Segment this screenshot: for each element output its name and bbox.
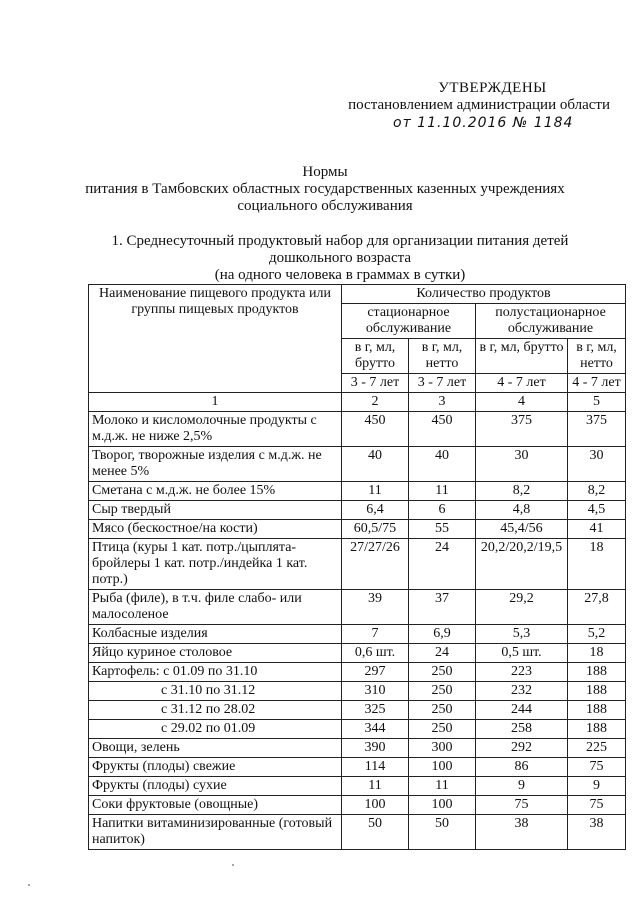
quantity-value: 244 (476, 701, 568, 720)
header-age-3: 3 - 7 лет (409, 374, 476, 393)
quantity-value: 188 (568, 720, 626, 739)
quantity-value: 7 (342, 625, 409, 644)
product-name: Картофель: с 01.09 по 31.10 (89, 663, 342, 682)
column-number-5: 5 (568, 393, 626, 412)
quantity-value: 292 (476, 739, 568, 758)
table-row (89, 625, 626, 644)
table-row (89, 701, 626, 720)
table-row (89, 739, 626, 758)
quantity-value: 11 (409, 777, 476, 796)
quantity-value: 11 (409, 482, 476, 501)
product-name: Сыр твердый (89, 501, 342, 520)
table-row (89, 412, 626, 447)
quantity-value: 100 (342, 796, 409, 815)
quantity-value: 39 (342, 590, 409, 625)
title-line-1: Нормы (302, 164, 348, 180)
header-age-5: 4 - 7 лет (568, 374, 626, 393)
section-title (70, 233, 610, 284)
table-row (89, 796, 626, 815)
section-line-2: дошкольного возраста (268, 250, 411, 266)
header-sub-5: в г, мл, нетто (568, 339, 626, 374)
table-row (89, 777, 626, 796)
table-row (89, 758, 626, 777)
table-row (89, 590, 626, 625)
table-row (89, 663, 626, 682)
product-name: Фрукты (плоды) свежие (89, 758, 342, 777)
quantity-value: 38 (568, 815, 626, 850)
quantity-value: 50 (342, 815, 409, 850)
quantity-value: 5,3 (476, 625, 568, 644)
quantity-value: 250 (409, 663, 476, 682)
quantity-value: 375 (568, 412, 626, 447)
quantity-value: 24 (409, 644, 476, 663)
quantity-value: 6,4 (342, 501, 409, 520)
table-row (89, 520, 626, 539)
quantity-value: 50 (409, 815, 476, 850)
quantity-value: 250 (409, 682, 476, 701)
quantity-value: 450 (342, 412, 409, 447)
quantity-value: 100 (409, 758, 476, 777)
quantity-value: 29,2 (476, 590, 568, 625)
product-name: Молоко и кисломолочные продукты с м.д.ж. не ниже 2,5% (89, 412, 342, 447)
column-number-3: 3 (409, 393, 476, 412)
quantity-value: 38 (476, 815, 568, 850)
title-line-3: социального обслуживания (237, 198, 413, 214)
product-name: с 31.10 по 31.12 (89, 682, 342, 701)
quantity-value: 250 (409, 701, 476, 720)
table-row (89, 447, 626, 482)
quantity-value: 114 (342, 758, 409, 777)
quantity-value: 18 (568, 644, 626, 663)
table-row (89, 682, 626, 701)
quantity-value: 45,4/56 (476, 520, 568, 539)
section-line-3: (на одного человека в граммах в сутки) (214, 267, 466, 283)
table-row (89, 815, 626, 850)
header-semi-stationary: полустационарное обслуживание (476, 304, 626, 339)
product-name: Творог, творожные изделия с м.д.ж. не менее 5% (89, 447, 342, 482)
header-stationary: стационарное обслуживание (342, 304, 476, 339)
section-line-1: 1. Среднесуточный продуктовый набор для организации питания детей (111, 233, 569, 249)
table-row (89, 644, 626, 663)
scan-speck (232, 864, 234, 866)
quantity-value: 390 (342, 739, 409, 758)
quantity-value: 188 (568, 663, 626, 682)
product-name: Рыба (филе), в т.ч. филе слабо- или малосоленое (89, 590, 342, 625)
quantity-value: 30 (568, 447, 626, 482)
table-row (89, 720, 626, 739)
quantity-value: 0,5 шт. (476, 644, 568, 663)
quantity-value: 27,8 (568, 590, 626, 625)
quantity-value: 11 (342, 777, 409, 796)
header-sub-3: в г, мл, нетто (409, 339, 476, 374)
quantity-value: 75 (568, 796, 626, 815)
quantity-value: 40 (342, 447, 409, 482)
header-quantity: Количество продуктов (342, 285, 626, 304)
product-name: Колбасные изделия (89, 625, 342, 644)
table-body (89, 412, 626, 850)
quantity-value: 18 (568, 539, 626, 590)
approval-block (345, 80, 610, 132)
table-row (89, 482, 626, 501)
quantity-value: 11 (342, 482, 409, 501)
header-age-2: 3 - 7 лет (342, 374, 409, 393)
quantity-value: 344 (342, 720, 409, 739)
quantity-value: 55 (409, 520, 476, 539)
quantity-value: 24 (409, 539, 476, 590)
quantity-value: 75 (568, 758, 626, 777)
product-name: с 31.12 по 28.02 (89, 701, 342, 720)
document-title (40, 164, 610, 215)
quantity-value: 188 (568, 682, 626, 701)
quantity-value: 6 (409, 501, 476, 520)
quantity-value: 300 (409, 739, 476, 758)
product-name: Сметана с м.д.ж. не более 15% (89, 482, 342, 501)
quantity-value: 8,2 (476, 482, 568, 501)
quantity-value: 325 (342, 701, 409, 720)
quantity-value: 6,9 (409, 625, 476, 644)
product-name: Птица (куры 1 кат. потр./цыплята-бройлеры 1 кат. потр./индейка 1 кат. потр.) (89, 539, 342, 590)
title-line-2: питания в Тамбовских областных государственных казенных учреждениях (85, 181, 565, 197)
quantity-value: 86 (476, 758, 568, 777)
quantity-value: 37 (409, 590, 476, 625)
product-name: Фрукты (плоды) сухие (89, 777, 342, 796)
product-name: Яйцо куриное столовое (89, 644, 342, 663)
column-number-1: 1 (89, 393, 342, 412)
quantity-value: 30 (476, 447, 568, 482)
header-sub-4: в г, мл, брутто (476, 339, 568, 374)
column-number-4: 4 (476, 393, 568, 412)
approval-date-number: от 11.10.2016 № 1184 (393, 115, 574, 131)
quantity-value: 60,5/75 (342, 520, 409, 539)
quantity-value: 258 (476, 720, 568, 739)
quantity-value: 9 (568, 777, 626, 796)
column-number-2: 2 (342, 393, 409, 412)
quantity-value: 9 (476, 777, 568, 796)
quantity-value: 5,2 (568, 625, 626, 644)
header-age-4: 4 - 7 лет (476, 374, 568, 393)
quantity-value: 8,2 (568, 482, 626, 501)
quantity-value: 20,2/20,2/19,5 (476, 539, 568, 590)
product-name: Овощи, зелень (89, 739, 342, 758)
quantity-value: 297 (342, 663, 409, 682)
quantity-value: 75 (476, 796, 568, 815)
quantity-value: 100 (409, 796, 476, 815)
quantity-value: 450 (409, 412, 476, 447)
quantity-value: 0,6 шт. (342, 644, 409, 663)
quantity-value: 223 (476, 663, 568, 682)
table-row (89, 501, 626, 520)
header-sub-2: в г, мл, брутто (342, 339, 409, 374)
quantity-value: 375 (476, 412, 568, 447)
quantity-value: 250 (409, 720, 476, 739)
quantity-value: 4,8 (476, 501, 568, 520)
approval-decree: постановлением администрации области (348, 97, 610, 113)
approval-title: УТВЕРЖДЕНЫ (438, 80, 547, 96)
quantity-value: 188 (568, 701, 626, 720)
quantity-value: 225 (568, 739, 626, 758)
quantity-value: 40 (409, 447, 476, 482)
product-name: с 29.02 по 01.09 (89, 720, 342, 739)
quantity-value: 41 (568, 520, 626, 539)
product-name: Напитки витаминизированные (готовый напиток) (89, 815, 342, 850)
quantity-value: 4,5 (568, 501, 626, 520)
quantity-value: 310 (342, 682, 409, 701)
product-name: Соки фруктовые (овощные) (89, 796, 342, 815)
scan-speck (28, 884, 30, 886)
quantity-value: 27/27/26 (342, 539, 409, 590)
header-product: Наименование пищевого продукта или группы пищевых продуктов (89, 285, 342, 393)
product-name: Мясо (бескостное/на кости) (89, 520, 342, 539)
table-row (89, 539, 626, 590)
quantity-value: 232 (476, 682, 568, 701)
food-norms-table (88, 284, 626, 850)
